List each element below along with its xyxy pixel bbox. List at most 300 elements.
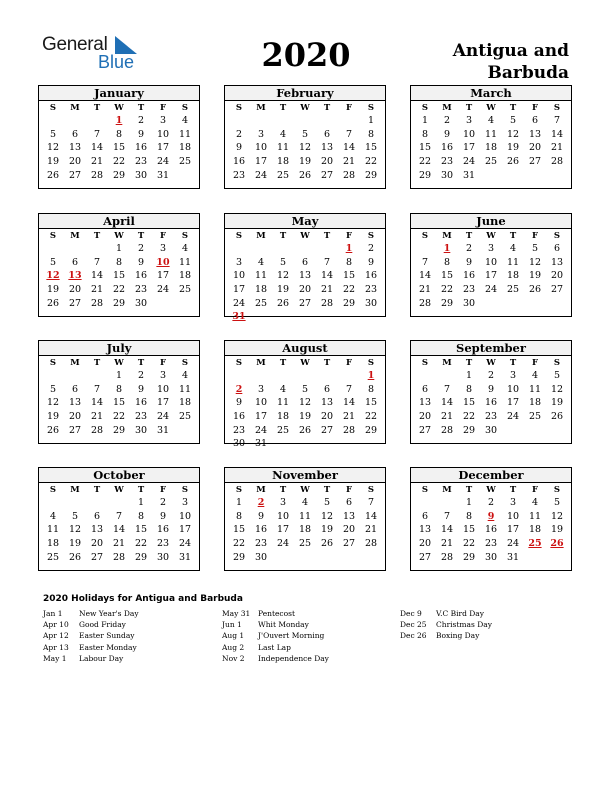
day-cell: 28 (364, 538, 378, 550)
empty-day-cell (436, 496, 458, 510)
day-cell: 22 (440, 284, 454, 296)
day-cell: 23 (254, 538, 268, 550)
logo-word-general: General (42, 34, 108, 55)
weekday-header: F (531, 485, 539, 495)
month-day-grid (225, 356, 385, 451)
day-cell: 17 (156, 397, 170, 409)
day-cell: 14 (342, 142, 356, 154)
day-cell: 20 (418, 411, 432, 423)
day-cell: 12 (46, 397, 60, 409)
weekday-header: M (442, 103, 452, 113)
empty-day-cell (64, 242, 86, 256)
day-cell: 10 (156, 128, 170, 140)
weekday-header: S (553, 103, 561, 113)
day-cell: 29 (112, 297, 126, 309)
day-cell: 3 (509, 370, 517, 381)
day-cell: 18 (178, 142, 192, 154)
day-cell: 5 (49, 256, 57, 268)
day-cell: 15 (418, 142, 432, 154)
day-cell: 15 (440, 270, 454, 282)
month-title: December (411, 468, 571, 483)
month-title: September (411, 341, 571, 356)
day-cell: 19 (528, 270, 542, 282)
weekday-header: T (465, 231, 473, 241)
day-cell: 29 (364, 169, 378, 181)
day-cell: 17 (178, 524, 192, 536)
day-cell: 12 (276, 270, 290, 282)
holiday-date: Dec 25 (400, 620, 427, 630)
day-cell: 21 (440, 538, 454, 550)
weekday-header: S (235, 231, 243, 241)
day-cell: 10 (178, 510, 192, 522)
day-cell: 25 (178, 156, 192, 168)
day-cell: 9 (235, 142, 243, 154)
weekday-header: F (531, 358, 539, 368)
weekday-header: S (235, 485, 243, 495)
empty-day-cell (86, 242, 108, 256)
day-cell: 18 (46, 538, 60, 550)
day-cell: 13 (418, 397, 432, 409)
day-cell: 24 (178, 538, 192, 550)
weekday-header: T (137, 231, 145, 241)
empty-day-cell (294, 114, 316, 128)
day-cell: 1 (137, 497, 145, 508)
day-cell: 27 (418, 551, 432, 563)
holiday-item (43, 630, 139, 641)
logo-word-blue: Blue (98, 52, 135, 72)
weekday-header: W (300, 358, 310, 368)
day-cell: 25 (254, 297, 268, 309)
weekday-header: S (49, 485, 57, 495)
weekday-header: T (137, 358, 145, 368)
day-cell: 12 (320, 510, 334, 522)
day-cell: 22 (112, 284, 126, 296)
day-cell: 15 (112, 397, 126, 409)
holiday-date: Dec 26 (400, 631, 427, 641)
day-cell: 23 (134, 156, 148, 168)
day-cell: 16 (134, 142, 148, 154)
day-cell: 30 (156, 551, 170, 563)
day-cell: 9 (487, 383, 495, 395)
day-cell: 14 (364, 510, 378, 522)
weekday-header: M (256, 103, 266, 113)
weekday-header: W (486, 103, 496, 113)
day-cell: 13 (298, 270, 312, 282)
day-cell: 22 (134, 538, 148, 550)
day-cell: 6 (71, 128, 79, 140)
day-cell: 19 (506, 142, 520, 154)
day-cell: 16 (156, 524, 170, 536)
weekday-header: S (367, 485, 375, 495)
country-name (453, 40, 569, 84)
day-cell: 7 (421, 256, 429, 268)
day-cell: 7 (345, 128, 353, 140)
day-cell: 19 (46, 411, 60, 423)
empty-day-cell (272, 369, 294, 383)
day-cell: 26 (506, 156, 520, 168)
day-cell: 23 (440, 156, 454, 168)
day-cell: 19 (298, 411, 312, 423)
day-cell: 27 (320, 169, 334, 181)
empty-day-cell (42, 369, 64, 383)
day-cell: 18 (484, 142, 498, 154)
month-july (38, 340, 200, 444)
day-cell: 10 (506, 510, 520, 522)
day-cell: 27 (90, 551, 104, 563)
weekday-header: M (70, 485, 80, 495)
day-cell: 5 (71, 510, 79, 522)
empty-day-cell (86, 496, 108, 510)
day-cell: 19 (276, 284, 290, 296)
day-cell: 18 (506, 270, 520, 282)
weekday-header: T (137, 485, 145, 495)
day-cell: 2 (443, 115, 451, 126)
day-cell: 11 (528, 510, 542, 522)
day-cell: 21 (342, 156, 356, 168)
day-cell: 25 (298, 538, 312, 550)
day-cell: 22 (364, 156, 378, 168)
day-cell: 1 (465, 370, 473, 381)
day-cell: 30 (462, 297, 476, 309)
day-cell: 17 (232, 284, 246, 296)
day-cell: 20 (68, 411, 82, 423)
day-cell: 21 (342, 411, 356, 423)
day-cell: 27 (418, 424, 432, 436)
month-day-grid (411, 229, 571, 310)
day-cell: 1 (367, 115, 375, 126)
day-cell: 27 (320, 424, 334, 436)
weekday-header: T (465, 485, 473, 495)
day-cell: 7 (367, 497, 375, 508)
holiday-item (400, 608, 492, 619)
day-cell: 1 (115, 243, 123, 254)
weekday-header: M (442, 485, 452, 495)
weekday-header: S (421, 231, 429, 241)
weekday-header: F (345, 103, 353, 113)
holiday-name: Pentecost (258, 609, 296, 618)
day-cell: 19 (298, 156, 312, 168)
day-cell: 27 (68, 297, 82, 309)
day-cell: 23 (462, 284, 476, 296)
day-cell: 6 (93, 510, 101, 522)
day-cell: 31 (506, 551, 520, 563)
day-cell: 14 (90, 270, 104, 282)
day-cell: 23 (134, 284, 148, 296)
month-march (410, 85, 572, 189)
month-title: October (39, 468, 199, 483)
empty-day-cell (436, 369, 458, 383)
day-cell: 24 (156, 156, 170, 168)
day-cell: 16 (484, 397, 498, 409)
empty-day-cell (272, 242, 294, 256)
day-cell: 10 (254, 142, 268, 154)
empty-day-cell (338, 114, 360, 128)
day-cell: 8 (367, 383, 375, 395)
day-cell: 15 (112, 270, 126, 282)
day-cell: 24 (254, 169, 268, 181)
day-cell: 19 (46, 156, 60, 168)
holiday-date: Jun 1 (222, 620, 242, 630)
weekday-header: F (531, 231, 539, 241)
month-day-grid (411, 101, 571, 182)
weekday-header: S (367, 358, 375, 368)
day-cell: 23 (156, 538, 170, 550)
day-cell: 25 (528, 411, 542, 423)
holiday-date: Apr 10 (43, 620, 69, 630)
day-cell: 9 (159, 510, 167, 522)
weekday-header: T (93, 103, 101, 113)
day-cell: 5 (301, 128, 309, 140)
day-cell: 4 (257, 256, 265, 268)
day-cell: 23 (232, 169, 246, 181)
weekday-header: W (114, 103, 124, 113)
empty-day-cell (42, 496, 64, 510)
weekday-header: T (137, 103, 145, 113)
holiday-name: Easter Sunday (79, 631, 135, 641)
day-cell: 12 (550, 383, 564, 395)
weekday-header: W (114, 485, 124, 495)
day-cell: 26 (46, 169, 60, 181)
day-cell: 22 (112, 411, 126, 423)
day-cell: 18 (254, 284, 268, 296)
day-cell: 12 (298, 397, 312, 409)
day-cell: 29 (440, 297, 454, 309)
weekday-header: T (465, 358, 473, 368)
day-cell: 23 (364, 284, 378, 296)
day-cell: 3 (465, 115, 473, 126)
day-cell: 7 (553, 115, 561, 126)
month-day-grid (39, 356, 199, 437)
holiday-date: May 1 (43, 653, 67, 663)
weekday-header: W (300, 103, 310, 113)
day-cell: 26 (68, 551, 82, 563)
day-cell: 30 (440, 169, 454, 181)
empty-day-cell (64, 496, 86, 510)
empty-day-cell (250, 242, 272, 256)
day-cell: 19 (550, 397, 564, 409)
day-cell: 9 (257, 510, 265, 522)
holiday-date: Aug 2 (222, 642, 245, 652)
empty-day-cell (64, 114, 86, 128)
weekday-header: S (49, 103, 57, 113)
day-cell: 22 (232, 538, 246, 550)
day-cell: 17 (156, 270, 170, 282)
day-cell: 4 (49, 510, 57, 522)
day-cell: 14 (418, 270, 432, 282)
empty-day-cell (64, 369, 86, 383)
day-cell: 25 (484, 156, 498, 168)
empty-day-cell (228, 242, 250, 256)
day-cell: 8 (115, 256, 123, 268)
day-cell: 20 (68, 156, 82, 168)
day-cell: 21 (90, 156, 104, 168)
holiday-item (43, 619, 139, 630)
month-may (224, 213, 386, 323)
day-cell: 8 (367, 128, 375, 140)
day-cell: 4 (509, 243, 517, 254)
day-cell: 17 (506, 524, 520, 536)
holiday-day-cell: 1 (345, 243, 353, 254)
day-cell: 19 (68, 538, 82, 550)
weekday-header: T (279, 485, 287, 495)
day-cell: 5 (49, 128, 57, 140)
holiday-day-cell: 25 (528, 538, 542, 550)
day-cell: 26 (46, 297, 60, 309)
day-cell: 6 (421, 383, 429, 395)
holiday-column (400, 608, 492, 642)
day-cell: 8 (115, 383, 123, 395)
holiday-name: Easter Monday (79, 642, 137, 652)
holiday-day-cell: 26 (550, 538, 564, 550)
weekday-header: S (181, 485, 189, 495)
day-cell: 26 (550, 411, 564, 423)
holiday-item (43, 653, 139, 664)
day-cell: 10 (506, 383, 520, 395)
day-cell: 14 (320, 270, 334, 282)
day-cell: 7 (345, 383, 353, 395)
weekday-header: S (235, 358, 243, 368)
empty-day-cell (316, 114, 338, 128)
day-cell: 11 (46, 524, 60, 536)
day-cell: 18 (276, 156, 290, 168)
day-cell: 11 (484, 128, 498, 140)
day-cell: 11 (178, 128, 192, 140)
weekday-header: S (421, 358, 429, 368)
day-cell: 25 (178, 411, 192, 423)
calendar-year: 2020 (261, 36, 351, 74)
weekday-header: M (442, 231, 452, 241)
day-cell: 7 (443, 510, 451, 522)
month-april (38, 213, 200, 317)
weekday-header: T (323, 103, 331, 113)
day-cell: 4 (181, 243, 189, 254)
day-cell: 29 (462, 551, 476, 563)
day-cell: 14 (440, 524, 454, 536)
day-cell: 12 (550, 510, 564, 522)
day-cell: 4 (301, 497, 309, 508)
day-cell: 16 (364, 270, 378, 282)
month-september (410, 340, 572, 444)
day-cell: 4 (487, 115, 495, 126)
weekday-header: W (300, 231, 310, 241)
weekday-header: T (465, 103, 473, 113)
day-cell: 22 (462, 411, 476, 423)
weekday-header: T (279, 231, 287, 241)
day-cell: 26 (528, 284, 542, 296)
day-cell: 8 (421, 128, 429, 140)
day-cell: 24 (506, 538, 520, 550)
day-cell: 17 (506, 397, 520, 409)
weekday-header: T (509, 358, 517, 368)
month-january (38, 85, 200, 189)
day-cell: 4 (531, 497, 539, 508)
weekday-header: W (114, 231, 124, 241)
day-cell: 29 (134, 551, 148, 563)
weekday-header: S (421, 485, 429, 495)
empty-day-cell (86, 369, 108, 383)
weekday-header: W (300, 485, 310, 495)
day-cell: 12 (68, 524, 82, 536)
day-cell: 13 (418, 524, 432, 536)
holiday-item (222, 653, 329, 664)
day-cell: 7 (93, 128, 101, 140)
day-cell: 13 (90, 524, 104, 536)
day-cell: 24 (506, 411, 520, 423)
day-cell: 6 (301, 256, 309, 268)
day-cell: 24 (156, 411, 170, 423)
empty-day-cell (42, 242, 64, 256)
day-cell: 7 (443, 383, 451, 395)
empty-day-cell (414, 242, 436, 256)
month-october (38, 467, 200, 571)
day-cell: 21 (418, 284, 432, 296)
month-day-grid (39, 229, 199, 310)
weekday-header: T (93, 485, 101, 495)
day-cell: 9 (443, 128, 451, 140)
day-cell: 4 (181, 370, 189, 381)
country-line-2: Barbuda (487, 63, 569, 83)
month-title: November (225, 468, 385, 483)
day-cell: 21 (550, 142, 564, 154)
day-cell: 6 (323, 383, 331, 395)
day-cell: 27 (528, 156, 542, 168)
day-cell: 22 (418, 156, 432, 168)
empty-day-cell (108, 496, 130, 510)
day-cell: 3 (509, 497, 517, 508)
day-cell: 26 (298, 169, 312, 181)
day-cell: 23 (484, 411, 498, 423)
month-title: April (39, 214, 199, 229)
day-cell: 6 (531, 115, 539, 126)
day-cell: 26 (276, 297, 290, 309)
empty-day-cell (272, 114, 294, 128)
weekday-header: S (553, 485, 561, 495)
day-cell: 22 (462, 538, 476, 550)
weekday-header: S (553, 231, 561, 241)
day-cell: 17 (254, 156, 268, 168)
day-cell: 20 (320, 411, 334, 423)
empty-day-cell (228, 369, 250, 383)
day-cell: 12 (298, 142, 312, 154)
day-cell: 20 (418, 538, 432, 550)
weekday-header: W (486, 485, 496, 495)
weekday-header: T (93, 231, 101, 241)
month-title: July (39, 341, 199, 356)
holiday-column (222, 608, 329, 664)
weekday-header: T (323, 485, 331, 495)
day-cell: 30 (364, 297, 378, 309)
holiday-day-cell: 1 (367, 370, 375, 381)
day-cell: 4 (279, 383, 287, 395)
holiday-day-cell: 9 (487, 510, 495, 522)
day-cell: 13 (68, 142, 82, 154)
day-cell: 13 (342, 510, 356, 522)
empty-day-cell (294, 242, 316, 256)
day-cell: 2 (159, 497, 167, 508)
day-cell: 20 (68, 284, 82, 296)
holiday-day-cell: 1 (443, 243, 451, 254)
empty-day-cell (338, 369, 360, 383)
holiday-name: Last Lap (258, 642, 291, 652)
day-cell: 27 (342, 538, 356, 550)
day-cell: 21 (364, 524, 378, 536)
day-cell: 30 (134, 169, 148, 181)
day-cell: 15 (462, 397, 476, 409)
holiday-day-cell: 31 (232, 311, 246, 323)
day-cell: 12 (46, 142, 60, 154)
empty-day-cell (250, 114, 272, 128)
weekday-header: W (486, 231, 496, 241)
